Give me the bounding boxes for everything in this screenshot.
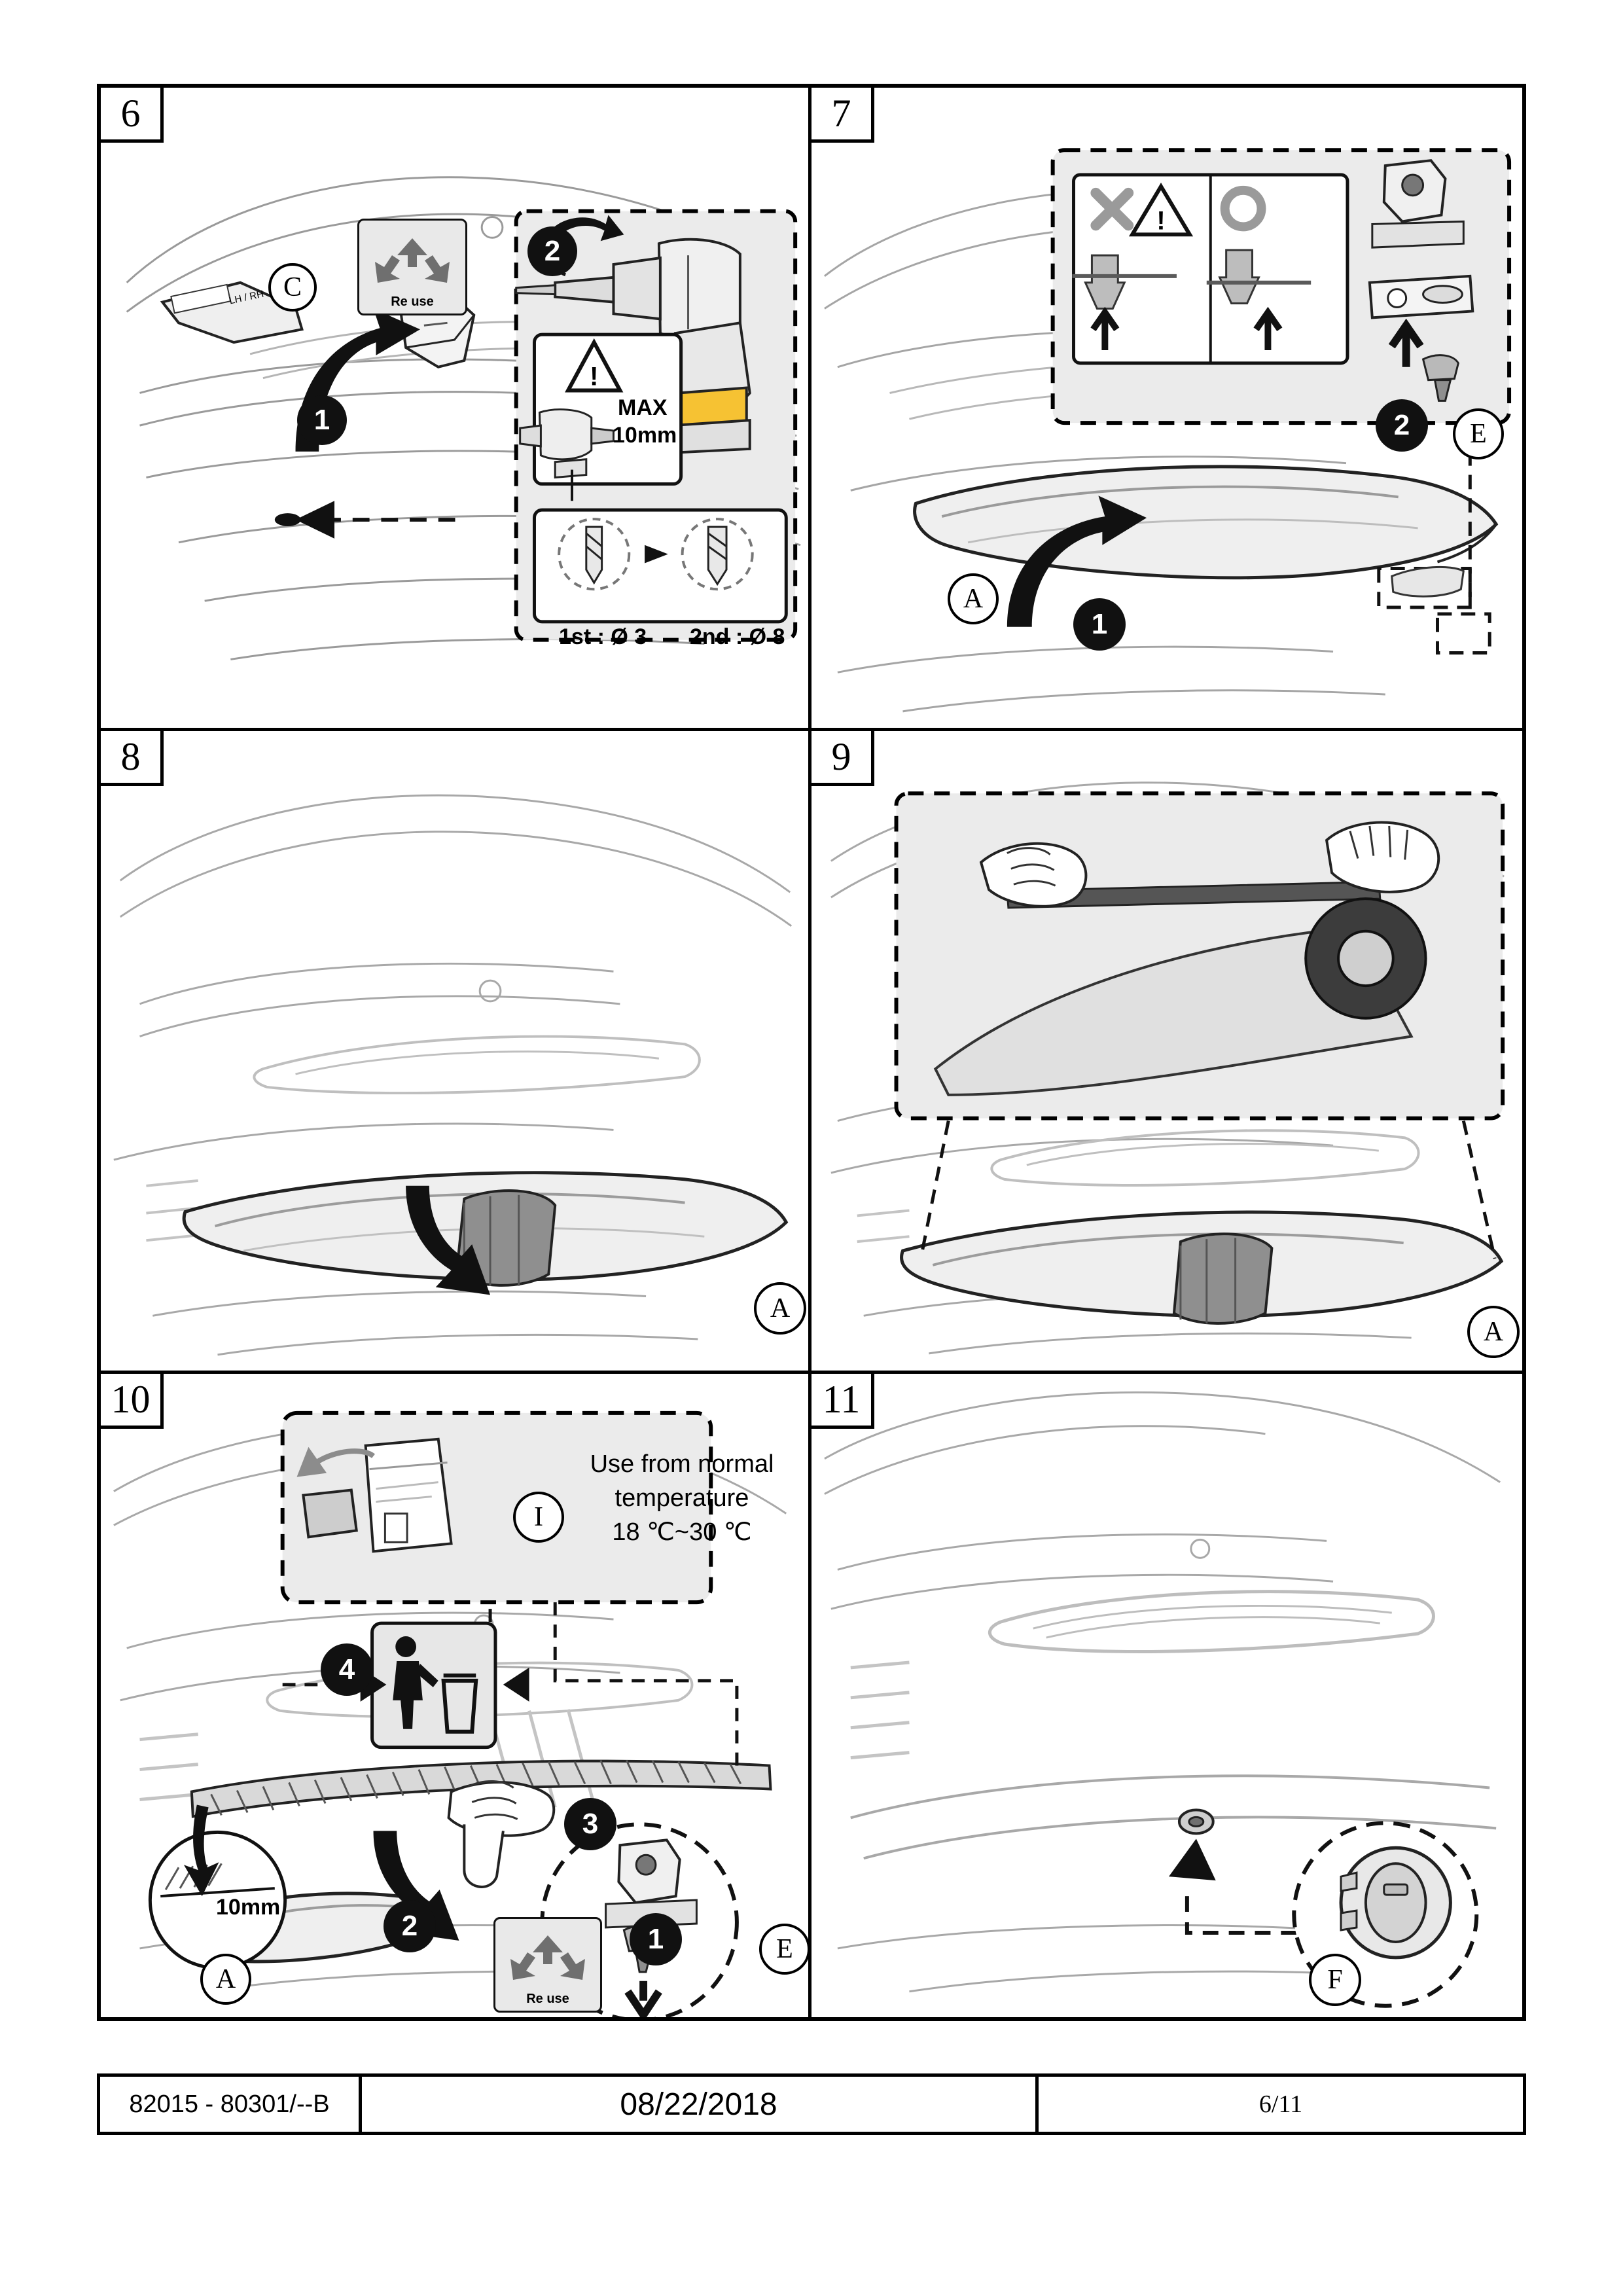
gap-callout-10mm: 10mm	[216, 1895, 281, 1920]
step-11-illustration	[812, 1374, 1522, 2017]
reuse-label: Re use	[391, 295, 434, 309]
reuse-icon-step6	[357, 219, 467, 315]
svg-text:!: !	[590, 362, 599, 391]
svg-text:!: !	[1156, 206, 1166, 236]
temperature-note	[571, 1439, 793, 1557]
step-8-illustration	[101, 731, 808, 1371]
footer-part-number: 82015 - 80301/--B	[100, 2077, 362, 2132]
step-9-illustration	[812, 731, 1522, 1371]
panel-step-11	[812, 1374, 1522, 2017]
label-A-step9: A	[1467, 1306, 1520, 1358]
label-C	[268, 263, 317, 312]
panel-step-7	[812, 88, 1522, 731]
note-line-3: 18 ℃~30 ℃	[612, 1518, 752, 1547]
step-number-6: 6	[101, 88, 164, 143]
reuse-label: Re use	[526, 1992, 569, 2007]
step-number-10: 10	[101, 1374, 164, 1429]
recycle-icon	[363, 229, 461, 295]
drill-bit-second: 2nd : Ø 8	[690, 624, 785, 649]
panel-step-8	[101, 731, 812, 1374]
recycle-icon	[499, 1926, 597, 1992]
reuse-icon-step10	[493, 1917, 602, 2013]
footer-bar	[97, 2073, 1526, 2135]
panel-step-6	[101, 88, 812, 731]
bubble-1-step6	[297, 395, 347, 445]
bubble-1-step7: 1	[1073, 598, 1126, 651]
label-A-step8: A	[754, 1282, 806, 1335]
bubble-1-text: 1	[313, 404, 330, 436]
step-number-9: 9	[812, 731, 874, 786]
label-I-step10: I	[513, 1492, 564, 1543]
note-line-2: temperature	[615, 1484, 749, 1513]
bubble-2-step6	[527, 226, 577, 276]
step-number-11: 11	[812, 1374, 874, 1429]
label-E-step10: E	[759, 1924, 810, 1975]
step-number-8: 8	[101, 731, 164, 786]
bubble-2-text: 2	[544, 235, 561, 267]
bubble-1-step10: 1	[630, 1913, 682, 1965]
bubble-3-step10: 3	[564, 1798, 616, 1850]
label-A-step7: A	[948, 573, 999, 624]
label-C-text: C	[283, 272, 302, 302]
bubble-2-step7: 2	[1376, 399, 1428, 452]
tape-marking-text: LH / RH	[228, 288, 265, 307]
step-number-7: 7	[812, 88, 874, 143]
note-line-1: Use from normal	[590, 1450, 774, 1479]
label-F-step11: F	[1309, 1954, 1361, 2006]
bubble-2-step10: 2	[383, 1900, 436, 1952]
drill-max-value: 10mm	[613, 423, 677, 448]
panel-step-10	[101, 1374, 812, 2017]
drill-max-label: MAX	[618, 395, 668, 420]
label-A-step10: A	[200, 1954, 251, 2005]
footer-date: 08/22/2018	[362, 2077, 1039, 2132]
footer-page-number: 6/11	[1258, 2090, 1303, 2118]
label-E-step7: E	[1453, 408, 1504, 459]
panel-step-9	[812, 731, 1522, 1374]
bubble-4-step10: 4	[321, 1643, 373, 1696]
panel-grid	[97, 84, 1526, 2021]
drill-bit-first: 1st : Ø 3	[559, 624, 647, 649]
